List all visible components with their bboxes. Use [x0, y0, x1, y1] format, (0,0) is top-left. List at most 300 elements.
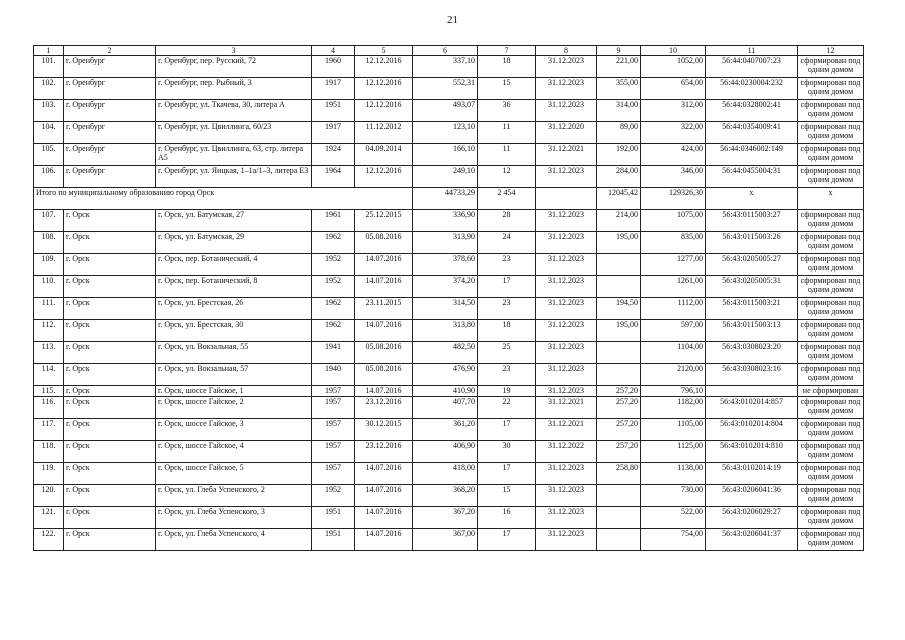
cell-date: 14.07.2016: [355, 386, 413, 397]
cell-year: 1962: [312, 232, 355, 254]
cell-deadline: 31.12.2023: [536, 276, 597, 298]
cell-cnt: 24: [478, 232, 536, 254]
cell-c9: [597, 529, 641, 551]
cell-status: сформирован под одним домом: [798, 298, 864, 320]
cell-cad: 56:43:0205005:27: [706, 254, 798, 276]
cell-address: г. Орск, шоссе Гайское, 5: [156, 463, 312, 485]
cell-no: 119.: [34, 463, 64, 485]
cell-c10: 1138,00: [641, 463, 706, 485]
cell-cnt: 17: [478, 529, 536, 551]
cell-cad: [706, 386, 798, 397]
column-number-cell: 1: [34, 46, 64, 56]
cell-c9: [597, 507, 641, 529]
cell-address: г. Оренбург, ул. Яицкая, 1–1а/1–3, литера Е3: [156, 166, 312, 188]
cell-year: 1962: [312, 298, 355, 320]
column-number-cell: 12: [798, 46, 864, 56]
cell-no: 115.: [34, 386, 64, 397]
table-row: [34, 507, 864, 529]
cell-c10: 1277,00: [641, 254, 706, 276]
table-row: [34, 276, 864, 298]
cell-status: сформирован под одним домом: [798, 441, 864, 463]
cell-date: 14.07.2016: [355, 276, 413, 298]
cell-address: г. Орск, шоссе Гайское, 4: [156, 441, 312, 463]
cell-c9: 194,50: [597, 298, 641, 320]
table-row: [34, 441, 864, 463]
cell-c10: 424,00: [641, 144, 706, 166]
cell-year: 1962: [312, 320, 355, 342]
cell-date: 12.12.2016: [355, 166, 413, 188]
cell-c10: 1112,00: [641, 298, 706, 320]
total-cnt: 2 454: [478, 188, 536, 210]
cell-deadline: 31.12.2023: [536, 320, 597, 342]
table-row: [34, 397, 864, 419]
cell-deadline: 31.12.2023: [536, 463, 597, 485]
cell-address: г. Оренбург, пер. Рыбный, 3: [156, 78, 312, 100]
cell-city: г. Орск: [64, 254, 156, 276]
cell-deadline: 31.12.2023: [536, 166, 597, 188]
cell-cnt: 28: [478, 210, 536, 232]
cell-year: 1917: [312, 78, 355, 100]
column-number-cell: 8: [536, 46, 597, 56]
cell-cnt: 12: [478, 166, 536, 188]
cell-city: г. Орск: [64, 386, 156, 397]
cell-cad: 56:43:0308023:16: [706, 364, 798, 386]
cell-cnt: 23: [478, 298, 536, 320]
cell-date: 12.12.2016: [355, 100, 413, 122]
total-empty: [536, 188, 597, 210]
cell-c10: 1125,00: [641, 441, 706, 463]
cell-area: 407,70: [413, 397, 478, 419]
cell-area: 368,20: [413, 485, 478, 507]
cell-date: 14.07.2016: [355, 507, 413, 529]
table-row: [34, 320, 864, 342]
cell-area: 367,20: [413, 507, 478, 529]
cell-c9: 258,80: [597, 463, 641, 485]
column-number-row: [34, 46, 864, 56]
cell-date: 23.12.2016: [355, 397, 413, 419]
column-number-cell: 4: [312, 46, 355, 56]
cell-c10: 1075,00: [641, 210, 706, 232]
cell-area: 482,50: [413, 342, 478, 364]
cell-no: 102.: [34, 78, 64, 100]
cell-city: г. Оренбург: [64, 78, 156, 100]
column-number-cell: 7: [478, 46, 536, 56]
cell-area: 406,90: [413, 441, 478, 463]
cell-no: 106.: [34, 166, 64, 188]
cell-date: 14.07.2016: [355, 254, 413, 276]
cell-status: сформирован под одним домом: [798, 507, 864, 529]
cell-area: 337,10: [413, 56, 478, 78]
cell-c10: 312,00: [641, 100, 706, 122]
total-label: Итого по муниципальному образованию город Орск: [34, 188, 413, 210]
cell-area: 249,10: [413, 166, 478, 188]
cell-c9: 195,00: [597, 320, 641, 342]
table-row: [34, 78, 864, 100]
cell-city: г. Орск: [64, 419, 156, 441]
cell-address: г. Орск, шоссе Гайское, 1: [156, 386, 312, 397]
cell-status: сформирован под одним домом: [798, 419, 864, 441]
cell-status: сформирован под одним домом: [798, 122, 864, 144]
cell-status: сформирован под одним домом: [798, 463, 864, 485]
cell-c10: 730,00: [641, 485, 706, 507]
cell-city: г. Орск: [64, 485, 156, 507]
cell-cad: 56:43:0206041:36: [706, 485, 798, 507]
cell-cad: 56:43:0115003:27: [706, 210, 798, 232]
cell-date: 05.08.2016: [355, 232, 413, 254]
cell-c10: 2120,00: [641, 364, 706, 386]
cell-city: г. Орск: [64, 342, 156, 364]
column-number-cell: 11: [706, 46, 798, 56]
cell-no: 111.: [34, 298, 64, 320]
cell-status: сформирован под одним домом: [798, 56, 864, 78]
cell-c9: 89,00: [597, 122, 641, 144]
cell-date: 25.12.2015: [355, 210, 413, 232]
cell-city: г. Орск: [64, 507, 156, 529]
cell-status: сформирован под одним домом: [798, 342, 864, 364]
cell-address: г. Оренбург, пер. Русский, 72: [156, 56, 312, 78]
cell-year: 1957: [312, 441, 355, 463]
cell-c10: 522,00: [641, 507, 706, 529]
total-area: 44733,29: [413, 188, 478, 210]
cell-status: сформирован под одним домом: [798, 276, 864, 298]
cell-c9: 257,20: [597, 397, 641, 419]
cell-deadline: 31.12.2023: [536, 485, 597, 507]
cell-city: г. Орск: [64, 298, 156, 320]
cell-address: г. Орск, ул. Глеба Успенского, 3: [156, 507, 312, 529]
cell-cad: 56:43:0115003:13: [706, 320, 798, 342]
cell-cnt: 17: [478, 419, 536, 441]
column-number-cell: 9: [597, 46, 641, 56]
column-number-cell: 6: [413, 46, 478, 56]
cell-address: г. Орск, пер. Ботанический, 4: [156, 254, 312, 276]
cell-area: 367,00: [413, 529, 478, 551]
cell-no: 114.: [34, 364, 64, 386]
table-row: [34, 144, 864, 166]
cell-status: сформирован под одним домом: [798, 144, 864, 166]
cell-year: 1952: [312, 485, 355, 507]
cell-cnt: 15: [478, 485, 536, 507]
cell-year: 1957: [312, 463, 355, 485]
cell-year: 1940: [312, 364, 355, 386]
cell-year: 1951: [312, 100, 355, 122]
cell-cad: 56:43:0206041:37: [706, 529, 798, 551]
cell-status: сформирован под одним домом: [798, 529, 864, 551]
cell-address: г. Орск, ул. Глеба Успенского, 2: [156, 485, 312, 507]
cell-city: г. Орск: [64, 276, 156, 298]
cell-no: 116.: [34, 397, 64, 419]
cell-status: сформирован под одним домом: [798, 254, 864, 276]
cell-deadline: 31.12.2023: [536, 100, 597, 122]
cell-cad: 56:43:0206029:27: [706, 507, 798, 529]
table-row: [34, 298, 864, 320]
cell-cad: 56:44:0230004:232: [706, 78, 798, 100]
cell-cad: 56:43:0308023:20: [706, 342, 798, 364]
cell-c10: 654,00: [641, 78, 706, 100]
table-row: [34, 419, 864, 441]
cell-address: г. Орск, ул. Батумская, 27: [156, 210, 312, 232]
total-c9: 12045,42: [597, 188, 641, 210]
cell-cnt: 25: [478, 342, 536, 364]
table-row: [34, 100, 864, 122]
cell-status: сформирован под одним домом: [798, 232, 864, 254]
cell-date: 14.07.2016: [355, 320, 413, 342]
cell-deadline: 31.12.2023: [536, 386, 597, 397]
cell-area: 313,80: [413, 320, 478, 342]
table-row: [34, 342, 864, 364]
cell-c10: 1105,00: [641, 419, 706, 441]
table-row: [34, 254, 864, 276]
cell-area: 374,20: [413, 276, 478, 298]
cell-no: 113.: [34, 342, 64, 364]
table-row: [34, 166, 864, 188]
cell-status: сформирован под одним домом: [798, 100, 864, 122]
cell-no: 110.: [34, 276, 64, 298]
cell-city: г. Орск: [64, 210, 156, 232]
page-number: 21: [447, 14, 458, 26]
cell-deadline: 31.12.2023: [536, 78, 597, 100]
cell-address: г. Орск, ул. Вокзальная, 57: [156, 364, 312, 386]
cell-city: г. Орск: [64, 397, 156, 419]
cell-year: 1957: [312, 397, 355, 419]
cell-deadline: 31.12.2021: [536, 419, 597, 441]
cell-status: сформирован под одним домом: [798, 78, 864, 100]
cell-no: 109.: [34, 254, 64, 276]
cell-no: 121.: [34, 507, 64, 529]
cell-city: г. Орск: [64, 320, 156, 342]
cell-status: сформирован под одним домом: [798, 485, 864, 507]
cell-cnt: 16: [478, 507, 536, 529]
cell-cnt: 18: [478, 320, 536, 342]
cell-deadline: 31.12.2023: [536, 298, 597, 320]
cell-address: г. Орск, ул. Брестская, 30: [156, 320, 312, 342]
cell-c10: 1261,00: [641, 276, 706, 298]
cell-c10: 1104,00: [641, 342, 706, 364]
cell-cad: 56:44:0328002:41: [706, 100, 798, 122]
cell-c9: [597, 342, 641, 364]
cell-c9: 257,20: [597, 386, 641, 397]
cell-c10: 754,00: [641, 529, 706, 551]
cell-status: сформирован под одним домом: [798, 166, 864, 188]
cell-cnt: 19: [478, 386, 536, 397]
cell-status: сформирован под одним домом: [798, 397, 864, 419]
cell-cad: 56:43:0115003:21: [706, 298, 798, 320]
cell-c9: 284,00: [597, 166, 641, 188]
cell-no: 107.: [34, 210, 64, 232]
cell-city: г. Орск: [64, 529, 156, 551]
cell-year: 1957: [312, 386, 355, 397]
cell-cad: 56:43:0102014:19: [706, 463, 798, 485]
cell-c10: 322,00: [641, 122, 706, 144]
cell-area: 418,00: [413, 463, 478, 485]
cell-cad: 56:43:0115003:26: [706, 232, 798, 254]
cell-address: г. Орск, ул. Глеба Успенского, 4: [156, 529, 312, 551]
cell-c10: 835,00: [641, 232, 706, 254]
cell-no: 101.: [34, 56, 64, 78]
cell-c9: 214,00: [597, 210, 641, 232]
cell-city: г. Оренбург: [64, 144, 156, 166]
cell-no: 118.: [34, 441, 64, 463]
cell-area: 166,10: [413, 144, 478, 166]
cell-cnt: 17: [478, 276, 536, 298]
column-number-cell: 5: [355, 46, 413, 56]
cell-address: г. Орск, шоссе Гайское, 3: [156, 419, 312, 441]
cell-cnt: 22: [478, 397, 536, 419]
cell-status: сформирован под одним домом: [798, 364, 864, 386]
cell-cad: 56:44:0455004:31: [706, 166, 798, 188]
cell-cnt: 15: [478, 78, 536, 100]
cell-deadline: 31.12.2023: [536, 232, 597, 254]
cell-cad: 56:44:0354009:41: [706, 122, 798, 144]
cell-deadline: 31.12.2023: [536, 254, 597, 276]
cell-no: 117.: [34, 419, 64, 441]
housing-table: [33, 45, 864, 551]
cell-year: 1924: [312, 144, 355, 166]
cell-cnt: 11: [478, 122, 536, 144]
cell-address: г. Орск, ул. Вокзальная, 55: [156, 342, 312, 364]
cell-address: г. Орск, ул. Брестская, 26: [156, 298, 312, 320]
cell-city: г. Оренбург: [64, 166, 156, 188]
cell-city: г. Орск: [64, 441, 156, 463]
cell-date: 30.12.2015: [355, 419, 413, 441]
cell-cad: 56:43:0102014:857: [706, 397, 798, 419]
cell-cad: 56:43:0102014:810: [706, 441, 798, 463]
cell-cad: 56:43:0102014:804: [706, 419, 798, 441]
table-row: [34, 386, 864, 397]
cell-cnt: 17: [478, 463, 536, 485]
cell-area: 123,10: [413, 122, 478, 144]
total-row: [34, 188, 864, 210]
cell-deadline: 31.12.2023: [536, 210, 597, 232]
cell-area: 313,90: [413, 232, 478, 254]
cell-area: 552,31: [413, 78, 478, 100]
cell-deadline: 31.12.2022: [536, 441, 597, 463]
cell-c9: 257,20: [597, 441, 641, 463]
cell-date: 05.08.2016: [355, 342, 413, 364]
cell-no: 120.: [34, 485, 64, 507]
cell-year: 1957: [312, 419, 355, 441]
table-row: [34, 529, 864, 551]
cell-no: 103.: [34, 100, 64, 122]
cell-area: 493,07: [413, 100, 478, 122]
cell-date: 14.07.2016: [355, 485, 413, 507]
cell-date: 14.07.2016: [355, 529, 413, 551]
cell-c9: [597, 254, 641, 276]
column-number-cell: 10: [641, 46, 706, 56]
cell-status: не сформирован: [798, 386, 864, 397]
cell-c10: 796,10: [641, 386, 706, 397]
cell-cnt: 11: [478, 144, 536, 166]
cell-cad: 56:43:0205005:31: [706, 276, 798, 298]
cell-area: 361,20: [413, 419, 478, 441]
cell-date: 12.12.2016: [355, 78, 413, 100]
cell-c10: 346,00: [641, 166, 706, 188]
cell-no: 104.: [34, 122, 64, 144]
cell-address: г. Оренбург, ул. Ткачева, 30, литера А: [156, 100, 312, 122]
cell-cad: 56:44:0346002:149: [706, 144, 798, 166]
cell-c10: 597,00: [641, 320, 706, 342]
cell-no: 108.: [34, 232, 64, 254]
cell-c9: [597, 485, 641, 507]
cell-deadline: 31.12.2021: [536, 397, 597, 419]
cell-city: г. Орск: [64, 364, 156, 386]
cell-deadline: 31.12.2023: [536, 529, 597, 551]
cell-no: 105.: [34, 144, 64, 166]
cell-no: 122.: [34, 529, 64, 551]
total-status: х: [798, 188, 864, 210]
cell-deadline: 31.12.2020: [536, 122, 597, 144]
column-number-cell: 2: [64, 46, 156, 56]
cell-area: 378,60: [413, 254, 478, 276]
column-number-cell: 3: [156, 46, 312, 56]
cell-cnt: 18: [478, 56, 536, 78]
cell-c9: 195,00: [597, 232, 641, 254]
cell-deadline: 31.12.2023: [536, 342, 597, 364]
cell-area: 476,90: [413, 364, 478, 386]
cell-c9: 314,00: [597, 100, 641, 122]
cell-city: г. Оренбург: [64, 122, 156, 144]
cell-cad: 56:44:0407007:23: [706, 56, 798, 78]
cell-c9: [597, 364, 641, 386]
cell-address: г. Орск, пер. Ботанический, 8: [156, 276, 312, 298]
table-row: [34, 210, 864, 232]
cell-address: г. Орск, шоссе Гайское, 2: [156, 397, 312, 419]
cell-year: 1952: [312, 254, 355, 276]
cell-area: 410,90: [413, 386, 478, 397]
cell-address: г. Орск, ул. Батумская, 29: [156, 232, 312, 254]
cell-deadline: 31.12.2023: [536, 364, 597, 386]
cell-status: сформирован под одним домом: [798, 320, 864, 342]
cell-year: 1951: [312, 507, 355, 529]
cell-city: г. Орск: [64, 463, 156, 485]
cell-deadline: 31.12.2021: [536, 144, 597, 166]
cell-date: 23.12.2016: [355, 441, 413, 463]
cell-cnt: 36: [478, 100, 536, 122]
cell-address: г. Оренбург, ул. Цвиллинга, 63, стр. литера А5: [156, 144, 312, 166]
cell-date: 23.11.2015: [355, 298, 413, 320]
cell-city: г. Оренбург: [64, 56, 156, 78]
cell-year: 1951: [312, 529, 355, 551]
cell-date: 11.12.2012: [355, 122, 413, 144]
cell-c10: 1182,00: [641, 397, 706, 419]
cell-status: сформирован под одним домом: [798, 210, 864, 232]
cell-c9: 192,00: [597, 144, 641, 166]
cell-city: г. Оренбург: [64, 100, 156, 122]
cell-c9: 257,20: [597, 419, 641, 441]
cell-area: 314,50: [413, 298, 478, 320]
total-c10: 129326,30: [641, 188, 706, 210]
table-row: [34, 364, 864, 386]
cell-c9: 355,00: [597, 78, 641, 100]
table-row: [34, 463, 864, 485]
cell-c10: 1052,00: [641, 56, 706, 78]
cell-c9: 221,00: [597, 56, 641, 78]
cell-date: 05.08.2016: [355, 364, 413, 386]
cell-date: 04.09.2014: [355, 144, 413, 166]
table-row: [34, 56, 864, 78]
cell-cnt: 23: [478, 364, 536, 386]
table-row: [34, 122, 864, 144]
cell-date: 12.12.2016: [355, 56, 413, 78]
cell-year: 1952: [312, 276, 355, 298]
cell-cnt: 30: [478, 441, 536, 463]
total-cad: х: [706, 188, 798, 210]
cell-year: 1917: [312, 122, 355, 144]
table-row: [34, 232, 864, 254]
cell-area: 336,90: [413, 210, 478, 232]
cell-year: 1961: [312, 210, 355, 232]
cell-year: 1964: [312, 166, 355, 188]
table-row: [34, 485, 864, 507]
